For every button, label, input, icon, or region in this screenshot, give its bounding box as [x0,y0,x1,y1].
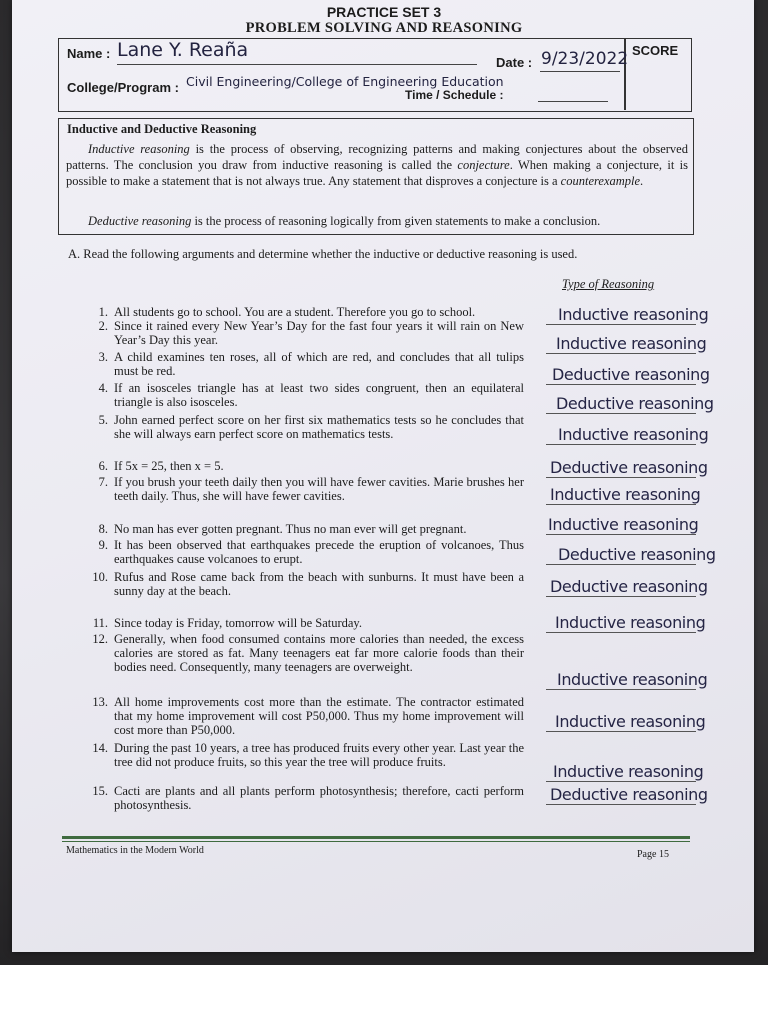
conjecture-term: conjecture [457,158,510,172]
answer-underline [546,504,696,505]
handwritten-answer: Inductive reasoning [550,485,701,504]
question-number: 10. [92,570,108,584]
type-of-reasoning-header: Type of Reasoning [562,277,655,291]
question-text: All students go to school. You are a student. Therefore you go to school. [114,305,476,319]
answer-underline [546,384,696,385]
question-text: A child examines ten roses, all of which are red, and concludes that all tulips must be red. [114,350,524,378]
schedule-underline [538,101,608,102]
handwritten-answer: Inductive reasoning [557,670,708,689]
handwritten-answer: Inductive reasoning [558,305,709,324]
handwritten-answer: Inductive reasoning [553,762,704,781]
handwritten-answer: Inductive reasoning [558,425,709,444]
definition-title: Inductive and Deductive Reasoning [67,122,257,136]
handwritten-answer: Inductive reasoning [556,334,707,353]
answer-underline [546,444,696,445]
handwritten-answer: Inductive reasoning [555,613,706,632]
college-label: College/Program : [67,80,179,95]
date-value: 9/23/2022 [541,49,629,69]
question-text: All home improvements cost more than the estimate. The contractor estimated that my home improvement will cost P50,000. Thus my home improvement will cost more than P50,000. [114,695,524,737]
question-text: John earned perfect score on her first six mathematics tests so he concludes that she will always earn perfect score on mathematics tests. [114,413,524,441]
footer-page-number: Page 15 [637,849,669,860]
college-value: Civil Engineering/College of Engineering Education [186,74,504,89]
handwritten-answer: Deductive reasoning [550,458,708,477]
question-text: During the past 10 years, a tree has produced fruits every other year. Last year the tree did not produce fruits, so this year the tree will produce fruits. [114,741,524,769]
question-number: 1. [98,305,108,319]
question-text: If 5x = 25, then x = 5. [114,459,224,473]
question-text: If an isosceles triangle has at least two sides congruent, then an equilateral triangle is also isosceles. [114,381,524,409]
answer-underline [546,413,696,414]
answer-underline [546,632,696,633]
score-label: SCORE [632,43,679,58]
question-text: Since today is Friday, tomorrow will be Saturday. [114,616,362,630]
answer-underline [546,353,696,354]
answer-underline [546,689,696,690]
question-number: 12. [92,632,108,646]
answer-underline [546,324,696,325]
inductive-term: Inductive reasoning [88,142,190,156]
question-text: It has been observed that earthquakes precede the eruption of volcanoes, Thus earthquakes cause volcanoes to erupt. [114,538,524,566]
question-text: Cacti are plants and all plants perform photosynthesis; therefore, cacti perform photosynthesis. [114,784,524,812]
question-number: 9. [98,538,108,552]
answer-underline [546,534,696,535]
question-number: 3. [98,350,108,364]
question-number: 15. [92,784,108,798]
handwritten-answer: Deductive reasoning [558,545,716,564]
question-text: Generally, when food consumed contains more calories than needed, the excess calories are stored as fat. Many teenagers eat far more calorie foods than their bodies need. Consequently, many teenagers are overweight. [114,632,524,674]
question-number: 7. [98,475,108,489]
handwritten-answer: Inductive reasoning [555,712,706,731]
footer-course: Mathematics in the Modern World [66,845,204,856]
answer-underline [546,781,696,782]
question-number: 8. [98,522,108,536]
question-number: 6. [98,459,108,473]
date-label: Date : [496,55,533,70]
handwritten-answer: Inductive reasoning [548,515,699,534]
question-number: 14. [92,741,108,755]
inductive-definition: Inductive reasoning is the process of observing, recognizing patterns and making conjectures about the observed patterns. The conclusion you draw from inductive reasoning is called the conjecture. When making a conjecture, it is possible to make a statement that is not always true. Any statement that disproves a conjecture is a counterexample. [66,142,688,188]
answer-underline [546,804,696,805]
schedule-label: Time / Schedule : [405,88,504,102]
handwritten-answer: Deductive reasoning [550,785,708,804]
page-subtitle: PROBLEM SOLVING AND REASONING [245,20,523,36]
deductive-definition: Deductive reasoning is the process of reasoning logically from given statements to make a conclusion. [88,214,601,228]
handwritten-answer: Deductive reasoning [552,365,710,384]
question-number: 2. [98,319,108,333]
counterexample-term: counterexample [560,174,641,188]
question-number: 11. [92,616,108,630]
handwritten-answer: Deductive reasoning [556,394,714,413]
question-text: Since it rained every New Year’s Day for the fast four years it will rain on New Year’s Day this year. [114,319,524,347]
question-text: No man has ever gotten pregnant. Thus no man ever will get pregnant. [114,522,467,536]
handwritten-answer: Deductive reasoning [550,577,708,596]
name-value: Lane Y. Reaña [117,39,249,61]
answer-underline [546,477,696,478]
question-number: 5. [98,413,108,427]
answer-underline [546,564,696,565]
question-text: If you brush your teeth daily then you will have fewer cavities. Marie brushes her teeth daily. Thus, she will have fewer cavities. [114,475,524,503]
date-underline [540,71,620,72]
question-text: Rufus and Rose came back from the beach with sunburns. It must have been a sunny day at the beach. [114,570,524,598]
answer-underline [546,731,696,732]
name-label: Name : [67,46,111,61]
answer-underline [546,596,696,597]
deductive-term: Deductive reasoning [88,214,192,228]
page-title: PRACTICE SET 3 [326,4,442,20]
name-underline [117,64,477,65]
question-number: 4. [98,381,108,395]
footer-rule-thin [62,841,690,842]
question-number: 13. [92,695,108,709]
section-a-instruction: A. Read the following arguments and determine whether the inductive or deductive reasoning is used. [68,247,578,261]
footer-rule [62,836,690,839]
